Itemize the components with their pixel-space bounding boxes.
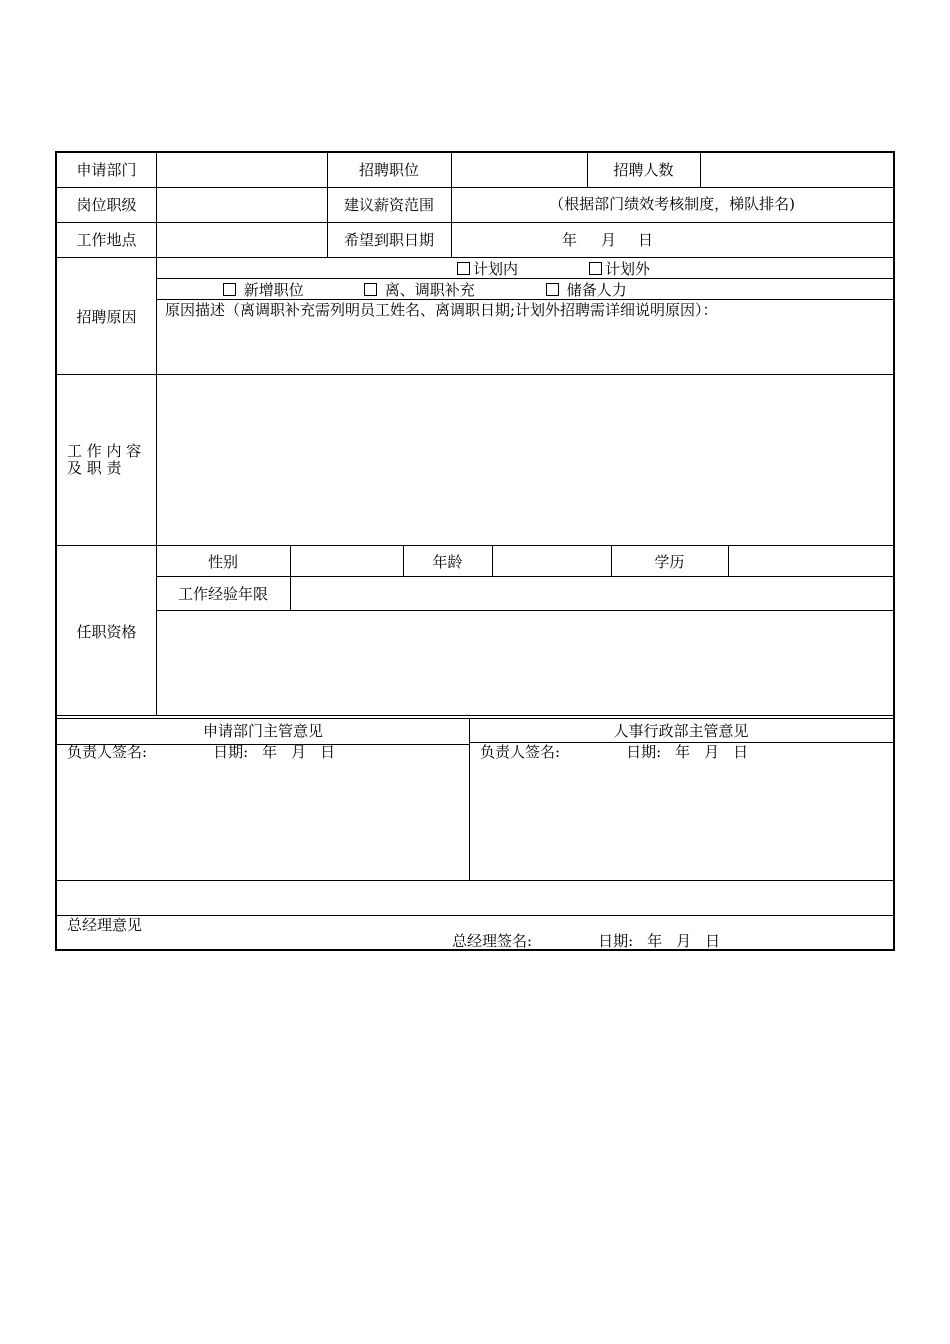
duties-label [67,443,141,477]
dept-label: 申请部门 [76,161,137,179]
col-divider [700,153,701,187]
replacement-label: 离、调职补充 [384,281,475,299]
dept-head-signature-line [67,743,335,761]
qualification-label: 任职资格 [76,623,137,641]
new-position-label: 新增职位 [243,281,304,299]
reason-description: 原因描述（离调职补充需列明员工姓名、离调职日期;计划外招聘需详细说明原因）： [165,301,718,319]
checkbox-icon[interactable] [589,262,602,275]
plan-out-option[interactable] [589,260,650,278]
year-text: 年 [562,231,578,249]
plan-out-label: 计划外 [605,260,651,278]
row-divider [57,915,893,916]
year-text: 年 [262,743,278,761]
row-divider [57,257,893,258]
new-position-option[interactable] [223,281,304,299]
month-text: 月 [704,743,720,761]
gm-opinion-title: 总经理意见 [67,916,143,934]
year-text: 年 [675,743,691,761]
experience-label: 工作经验年限 [177,585,268,603]
gm-signature-line [452,932,720,950]
month-text: 月 [676,932,692,950]
month-text: 月 [601,231,617,249]
col-divider [156,153,157,716]
signer-label: 负责人签名: [480,743,561,761]
hr-head-signature-line [480,743,748,761]
col-divider [290,545,291,610]
position-label: 招聘职位 [358,161,419,179]
row-divider [57,718,893,719]
row-divider [57,715,893,716]
row-divider [156,278,893,279]
dept-head-opinion-title: 申请部门主管意见 [202,722,323,740]
row-divider [57,880,893,881]
date-label: 日期: [626,743,662,761]
level-label: 岗位职级 [76,196,137,214]
row-divider [57,222,893,223]
checkbox-icon[interactable] [223,283,236,296]
expected-date [562,231,653,249]
plan-in-option[interactable] [457,260,518,278]
headcount-label: 招聘人数 [613,161,674,179]
reason-label: 招聘原因 [76,308,137,326]
month-text: 月 [291,743,307,761]
signer-label: 负责人签名: [67,743,148,761]
row-divider [156,299,893,300]
duties-label-line2: 及 职 责 [67,459,122,477]
gm-signer-label: 总经理签名: [452,932,533,950]
day-text: 日 [638,231,654,249]
row-divider [57,374,893,375]
replacement-option[interactable] [364,281,475,299]
checkbox-icon[interactable] [457,262,470,275]
salary-note: （根据部门绩效考核制度，梯队排名) [549,195,795,213]
education-label: 学历 [654,553,685,571]
reserve-label: 储备人力 [566,281,627,299]
row-divider [57,545,893,546]
col-divider [469,718,470,880]
day-text: 日 [705,932,721,950]
col-divider [728,545,729,576]
day-text: 日 [733,743,749,761]
year-text: 年 [647,932,663,950]
checkbox-icon[interactable] [364,283,377,296]
recruitment-request-form [55,151,895,951]
duties-label-line1: 工 作 内 容 [67,442,142,460]
row-divider [57,187,893,188]
location-label: 工作地点 [76,231,137,249]
col-divider [492,545,493,576]
day-text: 日 [320,743,336,761]
row-divider [156,610,893,611]
salary-label: 建议薪资范围 [343,196,434,214]
date-label: 希望到职日期 [343,231,434,249]
date-label: 日期: [213,743,249,761]
date-label: 日期: [598,932,634,950]
row-divider [156,576,893,577]
age-label: 年龄 [432,553,463,571]
plan-in-label: 计划内 [473,260,519,278]
reserve-option[interactable] [546,281,627,299]
hr-head-opinion-title: 人事行政部主管意见 [613,722,749,740]
checkbox-icon[interactable] [546,283,559,296]
gender-label: 性别 [207,553,238,571]
